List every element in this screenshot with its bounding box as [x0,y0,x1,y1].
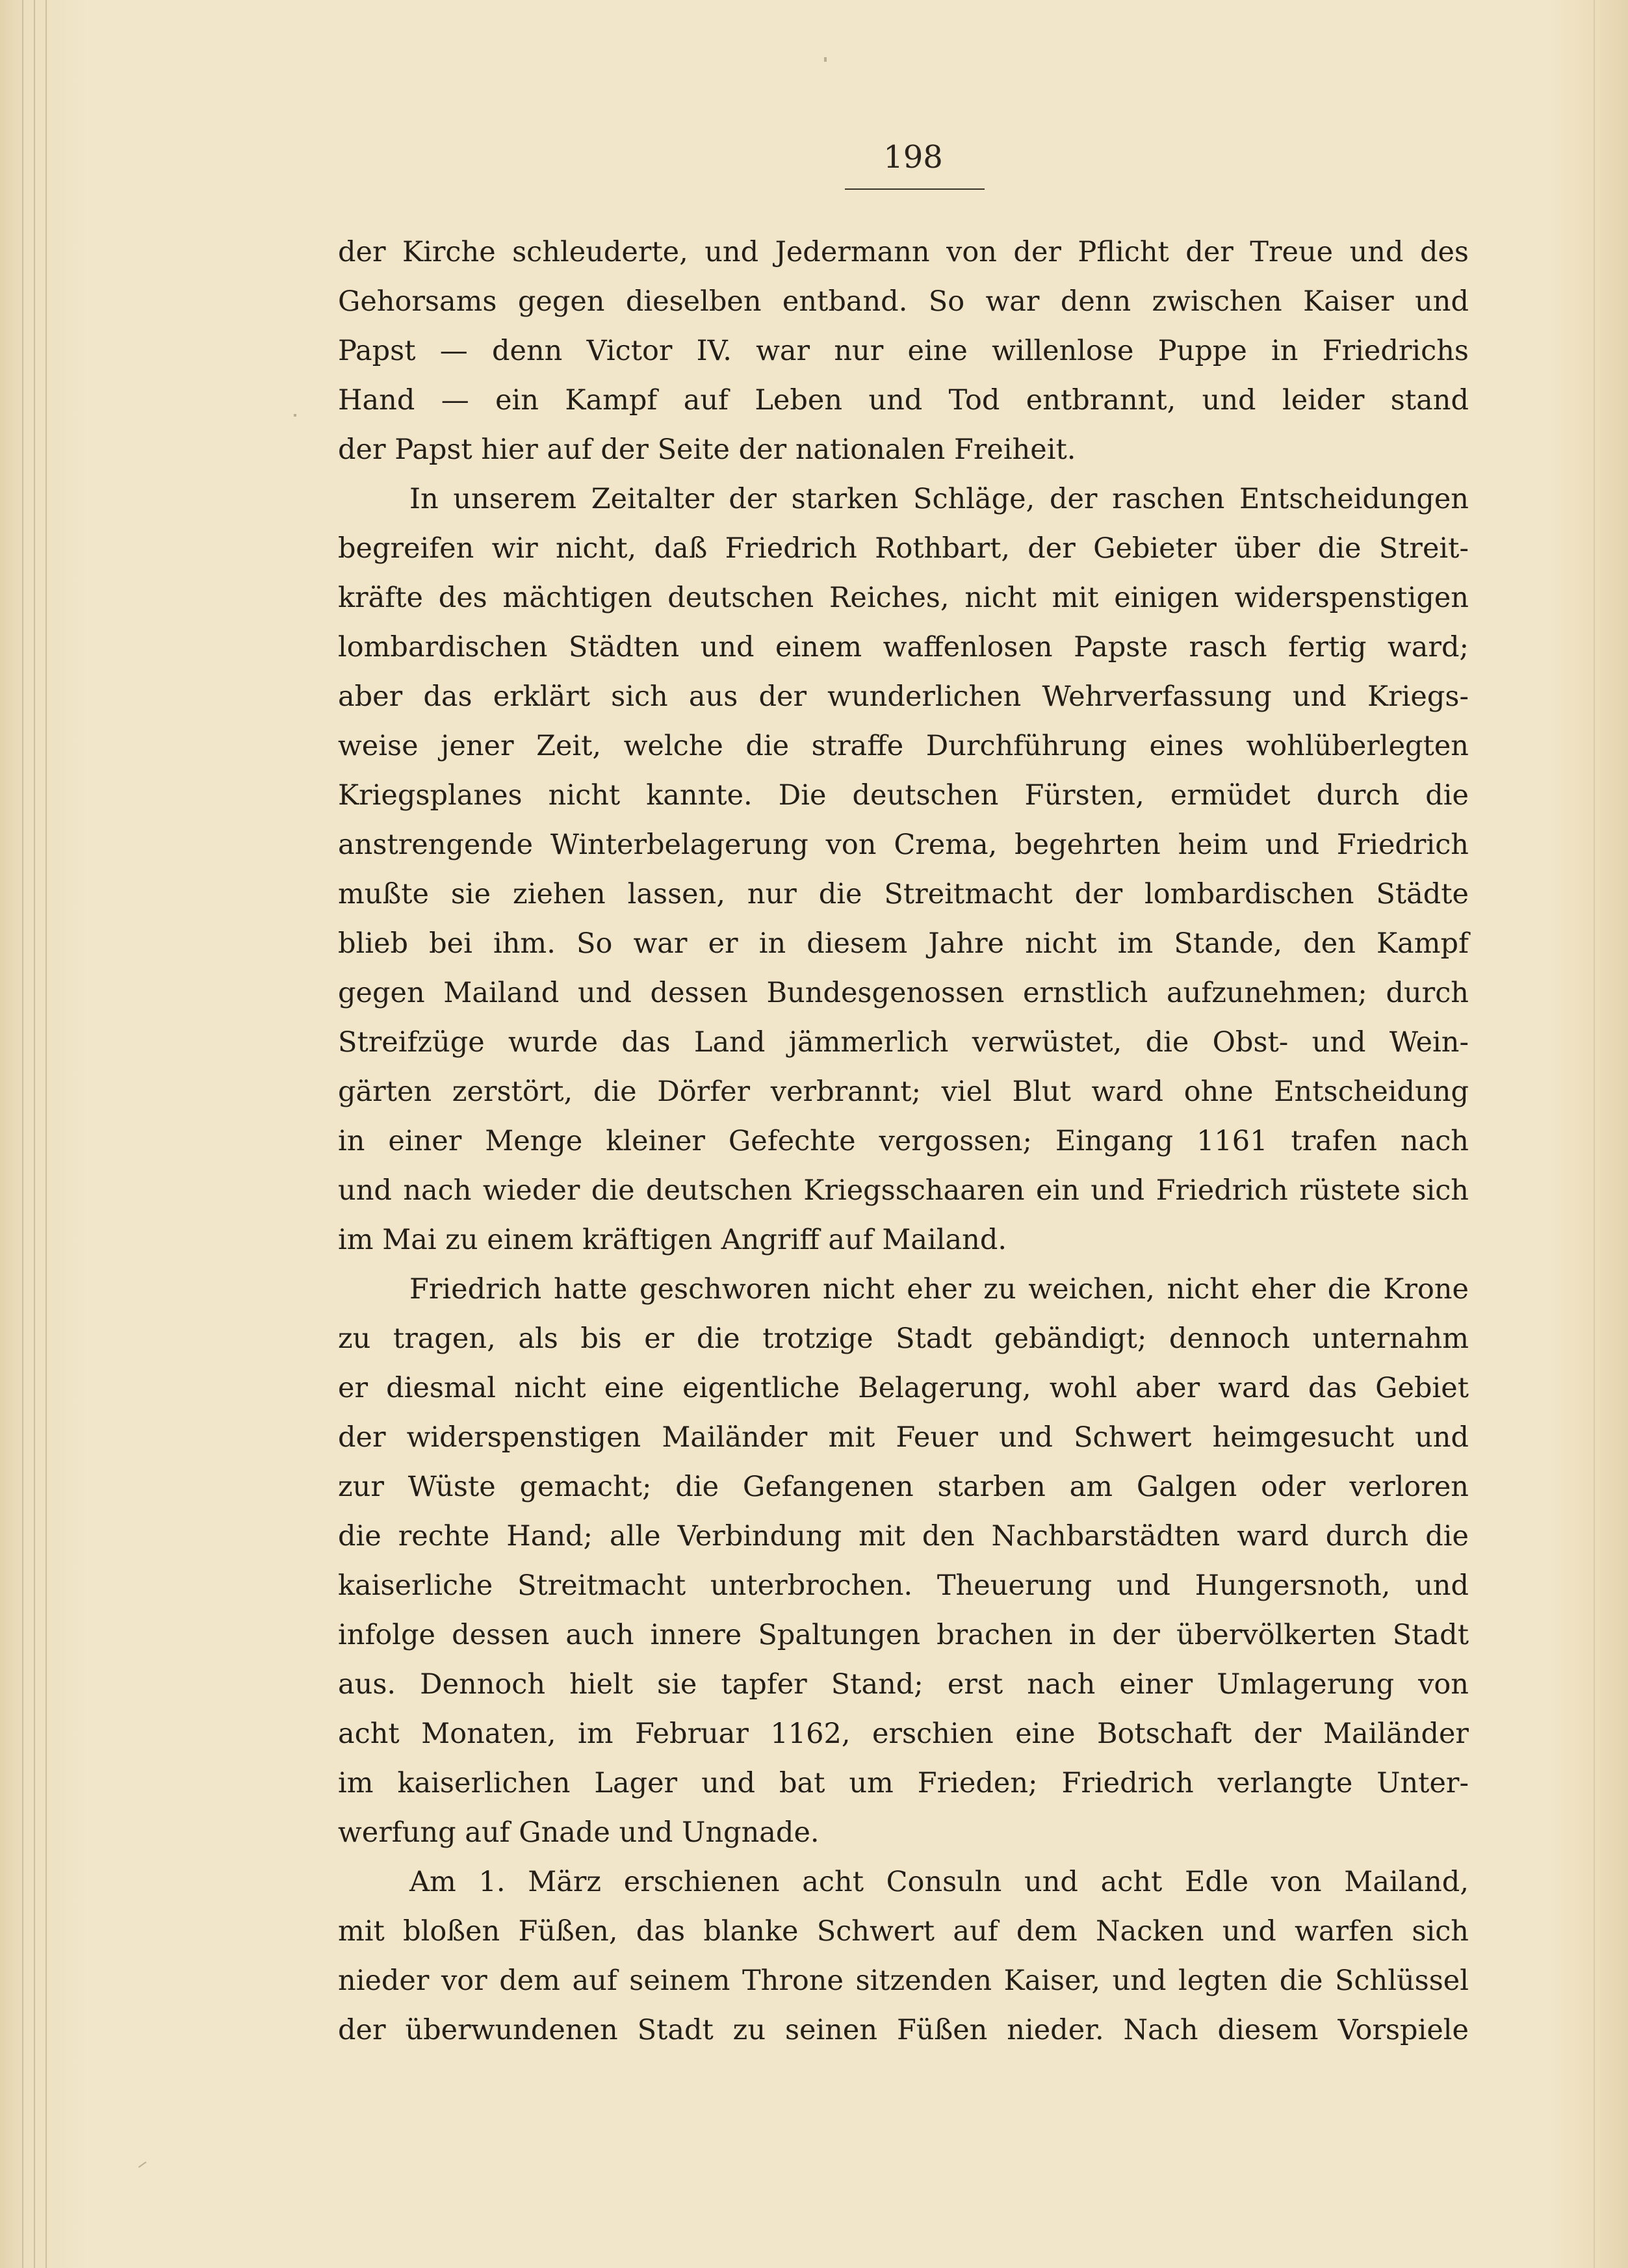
page-edge-line [22,0,23,2268]
paper-speck [294,414,296,417]
page-edge-line [34,0,35,2268]
page-number-rule [845,188,985,190]
text-line: Hand — ein Kampf auf Leben und Tod entbrannt, und leider stand [338,384,1469,417]
text-line: anstrengende Winterbelagerung von Crema, begehrten heim und Friedrich [338,829,1469,861]
text-line: er diesmal nicht eine eigentliche Belagerung, wohl aber ward das Gebiet [338,1372,1469,1404]
text-line: gärten zerstört, die Dörfer verbrannt; viel Blut ward ohne Entscheidung [338,1076,1469,1108]
text-line: und nach wieder die deutschen Kriegsschaaren ein und Friedrich rüstete sich [338,1174,1469,1207]
text-line: im Mai zu einem kräftigen Angriff auf Mailand. [338,1224,1007,1256]
text-line: Papst — denn Victor IV. war nur eine willenlose Puppe in Friedrichs [338,335,1469,367]
text-line: die rechte Hand; alle Verbindung mit den Nachbarstädten ward durch die [338,1520,1469,1553]
text-line: acht Monaten, im Februar 1162, erschien eine Botschaft der Mailänder [338,1718,1469,1750]
text-line: Friedrich hatte geschworen nicht eher zu weichen, nicht eher die Krone [409,1273,1469,1306]
page-number: 198 [883,139,943,175]
text-line: gegen Mailand und dessen Bundesgenossen ernstlich aufzunehmen; durch [338,977,1469,1009]
text-line: begreifen wir nicht, daß Friedrich Rothbart, der Gebieter über die Streit- [338,532,1469,565]
text-line: im kaiserlichen Lager und bat um Frieden; Friedrich verlangte Unter- [338,1767,1469,1799]
text-line: weise jener Zeit, welche die straffe Durchführung eines wohlüberlegten [338,730,1469,762]
text-line: Kriegsplanes nicht kannte. Die deutschen Fürsten, ermüdet durch die [338,779,1469,812]
text-line: der Kirche schleuderte, und Jedermann von der Pflicht der Treue und des [338,236,1469,268]
paper-speck [824,57,827,62]
text-line: werfung auf Gnade und Ungnade. [338,1816,820,1849]
text-line: der widerspenstigen Mailänder mit Feuer und Schwert heimgesucht und [338,1421,1469,1454]
text-line: lombardischen Städten und einem waffenlosen Papste rasch fertig ward; [338,631,1469,664]
page-edge-line [45,0,47,2268]
text-line: aber das erklärt sich aus der wunderlichen Wehrverfassung und Kriegs- [338,680,1469,713]
text-line: In unserem Zeitalter der starken Schläge, der raschen Entscheidungen [409,483,1469,515]
text-line: Am 1. März erschienen acht Consuln und acht Edle von Mailand, [409,1866,1469,1898]
text-line: kräfte des mächtigen deutschen Reiches, nicht mit einigen widerspenstigen [338,582,1469,614]
text-line: in einer Menge kleiner Gefechte vergossen; Eingang 1161 trafen nach [338,1125,1469,1157]
text-line: zur Wüste gemacht; die Gefangenen starben am Galgen oder verloren [338,1471,1469,1503]
text-line: kaiserliche Streitmacht unterbrochen. Theuerung und Hungersnoth, und [338,1569,1469,1602]
page-edge-line [1594,0,1595,2268]
text-line: mußte sie ziehen lassen, nur die Streitmacht der lombardischen Städte [338,878,1469,910]
text-line: aus. Dennoch hielt sie tapfer Stand; erst nach einer Umlagerung von [338,1668,1469,1701]
text-line: Streifzüge wurde das Land jämmerlich verwüstet, die Obst- und Wein- [338,1026,1469,1059]
text-line: mit bloßen Füßen, das blanke Schwert auf dem Nacken und warfen sich [338,1915,1469,1948]
text-line: Gehorsams gegen dieselben entband. So war denn zwischen Kaiser und [338,285,1469,318]
text-line: der überwundenen Stadt zu seinen Füßen nieder. Nach diesem Vorspiele [338,2014,1469,2046]
body-text [338,227,1469,2055]
text-line: der Papst hier auf der Seite der nationalen Freiheit. [338,433,1076,466]
text-line: nieder vor dem auf seinem Throne sitzenden Kaiser, und legten die Schlüssel [338,1965,1469,1997]
text-line: zu tragen, als bis er die trotzige Stadt gebändigt; dennoch unternahm [338,1322,1469,1355]
text-line: infolge dessen auch innere Spaltungen brachen in der übervölkerten Stadt [338,1619,1469,1651]
text-line: blieb bei ihm. So war er in diesem Jahre nicht im Stande, den Kampf [338,927,1469,960]
